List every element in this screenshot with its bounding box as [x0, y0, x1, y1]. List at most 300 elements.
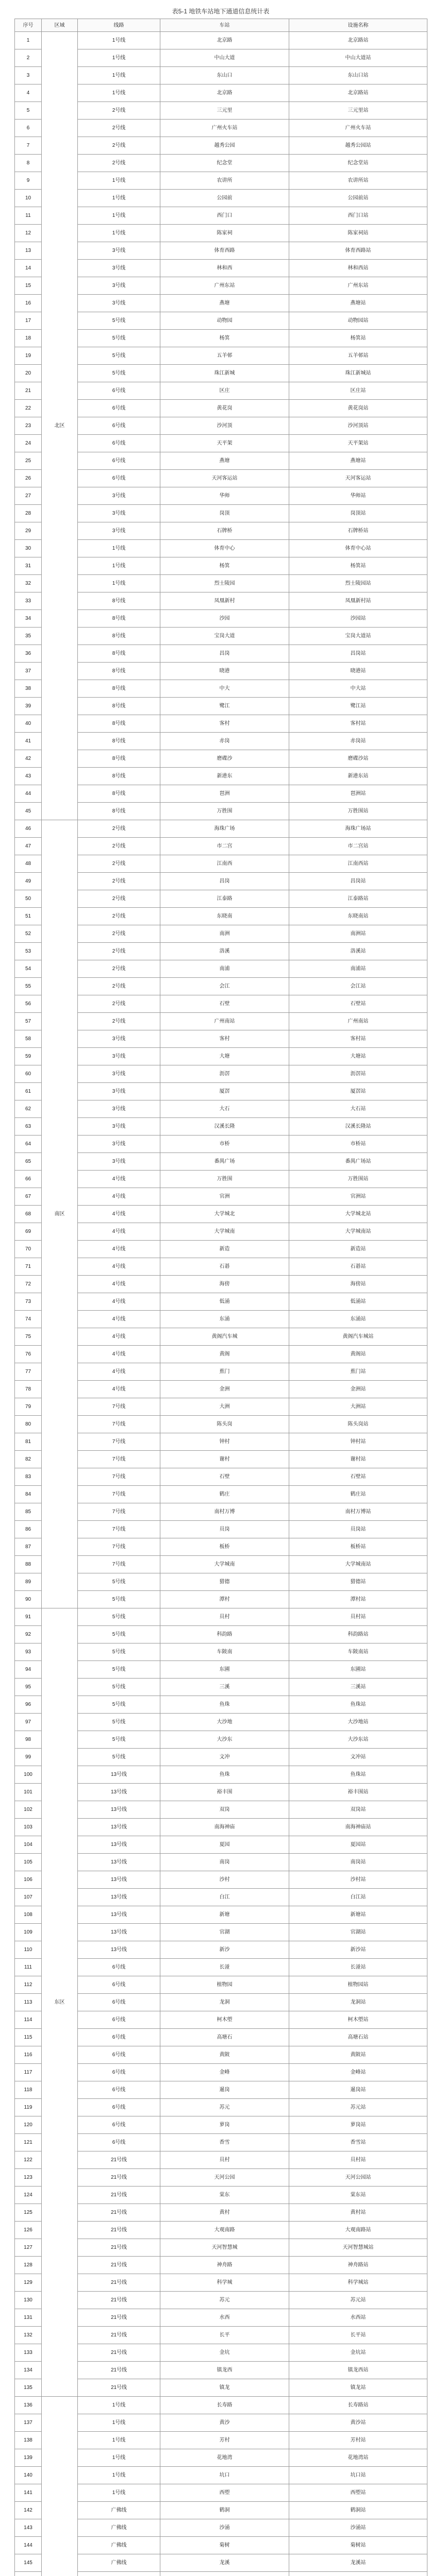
station-cell: 珠江新城	[160, 365, 289, 382]
row-number: 96	[15, 1696, 42, 1714]
row-number: 52	[15, 925, 42, 943]
row-number: 3	[15, 67, 42, 84]
line-cell: 2号线	[78, 120, 160, 137]
line-cell: 7号线	[78, 1556, 160, 1573]
line-cell: 5号线	[78, 1661, 160, 1679]
facility-cell: 龙洞站	[289, 1994, 427, 2011]
station-cell: 宝岗大道	[160, 628, 289, 645]
facility-cell: 金峰站	[289, 2064, 427, 2081]
station-cell: 低涌	[160, 1293, 289, 1311]
facility-cell: 夏园站	[289, 1836, 427, 1854]
line-cell: 1号线	[78, 2484, 160, 2502]
facility-cell: 体育西路站	[289, 242, 427, 260]
line-cell: 2号线	[78, 838, 160, 855]
facility-cell: 黄陂站	[289, 2046, 427, 2064]
row-number: 120	[15, 2116, 42, 2134]
row-number: 48	[15, 855, 42, 873]
station-cell: 龙洞	[160, 1994, 289, 2011]
row-number: 129	[15, 2274, 42, 2292]
line-cell: 3号线	[78, 487, 160, 505]
line-cell: 21号线	[78, 2151, 160, 2169]
facility-cell: 西门口站	[289, 207, 427, 225]
station-cell: 南村万博	[160, 1503, 289, 1521]
table-row	[15, 820, 427, 838]
station-cell: 天河公园	[160, 2169, 289, 2187]
station-cell: 江南西	[160, 855, 289, 873]
facility-cell: 车陂南站	[289, 1643, 427, 1661]
line-cell: 广佛线	[78, 2537, 160, 2554]
line-cell: 6号线	[78, 2081, 160, 2099]
facility-cell: 北京路站	[289, 32, 427, 49]
row-number: 6	[15, 120, 42, 137]
station-cell: 动物园	[160, 312, 289, 330]
line-cell: 1号线	[78, 190, 160, 207]
station-cell: 江泰路	[160, 890, 289, 908]
facility-cell: 鱼珠站	[289, 1766, 427, 1784]
line-cell: 2号线	[78, 102, 160, 120]
line-cell: 5号线	[78, 1679, 160, 1696]
station-cell: 员村	[160, 2151, 289, 2169]
line-cell: 13号线	[78, 1801, 160, 1819]
line-cell: 7号线	[78, 1538, 160, 1556]
station-cell: 黄村	[160, 2204, 289, 2222]
line-cell: 8号线	[78, 803, 160, 820]
facility-cell: 柯木塱站	[289, 2011, 427, 2029]
row-number: 122	[15, 2151, 42, 2169]
line-cell: 6号线	[78, 1959, 160, 1976]
station-cell: 林和西	[160, 260, 289, 277]
station-cell: 海傍	[160, 1276, 289, 1293]
station-cell: 鹤庄	[160, 1486, 289, 1503]
header-cell: 设施名称	[289, 19, 427, 32]
line-cell: 3号线	[78, 1153, 160, 1171]
station-cell: 黄沙	[160, 2414, 289, 2432]
station-cell: 广州南站	[160, 1013, 289, 1030]
row-number: 44	[15, 785, 42, 803]
line-cell: 5号线	[78, 1626, 160, 1643]
facility-cell: 板桥站	[289, 1538, 427, 1556]
row-number: 22	[15, 400, 42, 417]
row-number: 9	[15, 172, 42, 190]
station-cell: 东山口	[160, 67, 289, 84]
station-cell: 鹤洞	[160, 2502, 289, 2519]
station-cell: 黄阁	[160, 1346, 289, 1363]
station-cell: 夏园	[160, 1836, 289, 1854]
station-cell: 燕塘	[160, 452, 289, 470]
row-number: 67	[15, 1188, 42, 1206]
line-cell: 2号线	[78, 908, 160, 925]
facility-cell: 沥滘站	[289, 1065, 427, 1083]
line-cell: 1号线	[78, 207, 160, 225]
line-cell: 5号线	[78, 312, 160, 330]
facility-cell: 东涌站	[289, 1311, 427, 1328]
line-cell: 13号线	[78, 1854, 160, 1871]
station-cell: 官洲	[160, 1188, 289, 1206]
line-cell: 21号线	[78, 2362, 160, 2379]
row-number: 78	[15, 1381, 42, 1398]
facility-cell: 中大站	[289, 680, 427, 698]
data-table	[14, 19, 427, 2576]
station-cell: 蕉门	[160, 1363, 289, 1381]
row-number: 128	[15, 2257, 42, 2274]
row-number: 59	[15, 1048, 42, 1065]
line-cell: 4号线	[78, 1258, 160, 1276]
facility-cell: 黄阁汽车城站	[289, 1328, 427, 1346]
row-number: 134	[15, 2362, 42, 2379]
facility-cell: 南村万博站	[289, 1503, 427, 1521]
line-cell: 21号线	[78, 2274, 160, 2292]
station-cell: 客村	[160, 715, 289, 733]
row-number: 7	[15, 137, 42, 155]
row-number: 118	[15, 2081, 42, 2099]
station-cell: 大学城南	[160, 1556, 289, 1573]
line-cell: 5号线	[78, 1696, 160, 1714]
facility-cell: 天河公园站	[289, 2169, 427, 2187]
line-cell: 7号线	[78, 1468, 160, 1486]
line-cell: 2号线	[78, 855, 160, 873]
station-cell: 板桥	[160, 1538, 289, 1556]
row-number: 62	[15, 1100, 42, 1118]
line-cell: 2号线	[78, 820, 160, 838]
facility-cell: 珠江新城站	[289, 365, 427, 382]
table-row	[15, 32, 427, 49]
line-cell: 8号线	[78, 715, 160, 733]
station-cell: 石壁	[160, 995, 289, 1013]
facility-cell: 市二宫站	[289, 838, 427, 855]
facility-cell: 中山大道站	[289, 49, 427, 67]
line-cell: 2号线	[78, 137, 160, 155]
station-cell: 长湴	[160, 1959, 289, 1976]
row-number: 139	[15, 2449, 42, 2467]
line-cell: 1号线	[78, 557, 160, 575]
row-number: 29	[15, 522, 42, 540]
line-cell: 1号线	[78, 225, 160, 242]
station-cell: 海珠广场	[160, 820, 289, 838]
line-cell: 21号线	[78, 2239, 160, 2257]
row-number: 85	[15, 1503, 42, 1521]
station-cell: 昌岗	[160, 645, 289, 663]
facility-cell: 动物园站	[289, 312, 427, 330]
header-cell: 区域	[42, 19, 78, 32]
station-cell: 三溪	[160, 1679, 289, 1696]
station-cell: 长平	[160, 2327, 289, 2344]
row-number: 81	[15, 1433, 42, 1451]
row-number: 84	[15, 1486, 42, 1503]
station-cell: 沙河顶	[160, 417, 289, 435]
row-number: 66	[15, 1171, 42, 1188]
row-number: 47	[15, 838, 42, 855]
facility-cell: 香雪站	[289, 2134, 427, 2151]
row-number: 87	[15, 1538, 42, 1556]
row-number: 5	[15, 102, 42, 120]
line-cell: 13号线	[78, 1819, 160, 1836]
station-cell: 大石	[160, 1100, 289, 1118]
facility-cell: 石牌桥站	[289, 522, 427, 540]
facility-cell	[289, 2572, 427, 2576]
region-cell: 东区	[42, 1608, 78, 2397]
facility-cell: 石壁站	[289, 1468, 427, 1486]
table-title: 表5-1 地铁车站地下通道信息统计表	[172, 8, 270, 15]
facility-cell: 三溪站	[289, 1679, 427, 1696]
row-number: 24	[15, 435, 42, 452]
line-cell: 5号线	[78, 365, 160, 382]
line-cell: 6号线	[78, 2011, 160, 2029]
line-cell: 4号线	[78, 1311, 160, 1328]
row-number: 14	[15, 260, 42, 277]
row-number: 73	[15, 1293, 42, 1311]
station-cell: 新塘	[160, 1906, 289, 1924]
line-cell: 2号线	[78, 978, 160, 995]
station-cell: 金坑	[160, 2344, 289, 2362]
facility-cell: 暹岗站	[289, 2081, 427, 2099]
facility-cell: 石壁站	[289, 995, 427, 1013]
facility-cell: 农讲所站	[289, 172, 427, 190]
row-number: 92	[15, 1626, 42, 1643]
station-cell: 汉溪长隆	[160, 1118, 289, 1136]
line-cell: 4号线	[78, 1293, 160, 1311]
facility-cell: 杨箕站	[289, 557, 427, 575]
line-cell: 1号线	[78, 49, 160, 67]
line-cell: 6号线	[78, 2064, 160, 2081]
facility-cell: 棠东站	[289, 2187, 427, 2204]
station-cell: 广州东站	[160, 277, 289, 295]
station-cell: 芳村	[160, 2432, 289, 2449]
facility-cell: 沙园站	[289, 610, 427, 628]
line-cell: 3号线	[78, 505, 160, 522]
line-cell: 1号线	[78, 84, 160, 102]
line-cell: 21号线	[78, 2169, 160, 2187]
line-cell: 21号线	[78, 2292, 160, 2309]
line-cell: 13号线	[78, 1941, 160, 1959]
facility-cell: 鹤庄站	[289, 1486, 427, 1503]
row-number: 65	[15, 1153, 42, 1171]
facility-cell: 市桥站	[289, 1136, 427, 1153]
station-cell: 龙溪	[160, 2554, 289, 2572]
facility-cell: 水西站	[289, 2309, 427, 2327]
facility-cell: 赤岗站	[289, 733, 427, 750]
row-number: 23	[15, 417, 42, 435]
station-cell: 厦滘	[160, 1083, 289, 1100]
facility-cell: 东山口站	[289, 67, 427, 84]
facility-cell: 烈士陵园站	[289, 575, 427, 592]
row-number: 21	[15, 382, 42, 400]
row-number: 111	[15, 1959, 42, 1976]
station-cell: 体育西路	[160, 242, 289, 260]
station-cell: 员岗	[160, 1521, 289, 1538]
facility-cell: 长寿路站	[289, 2397, 427, 2414]
station-cell: 陈头岗	[160, 1416, 289, 1433]
row-number: 57	[15, 1013, 42, 1030]
row-number: 58	[15, 1030, 42, 1048]
facility-cell: 天河智慧城站	[289, 2239, 427, 2257]
line-cell: 8号线	[78, 698, 160, 715]
region-cell	[42, 2397, 78, 2576]
row-number: 109	[15, 1924, 42, 1941]
station-cell	[160, 2572, 289, 2576]
line-cell: 13号线	[78, 1784, 160, 1801]
line-cell: 2号线	[78, 960, 160, 978]
facility-cell: 金洲站	[289, 1381, 427, 1398]
station-cell: 杨箕	[160, 557, 289, 575]
station-cell: 大学城北	[160, 1206, 289, 1223]
facility-cell: 大石站	[289, 1100, 427, 1118]
station-cell: 长寿路	[160, 2397, 289, 2414]
line-cell: 5号线	[78, 347, 160, 365]
line-cell: 1号线	[78, 540, 160, 557]
facility-cell: 员村站	[289, 1608, 427, 1626]
facility-cell: 植物园站	[289, 1976, 427, 1994]
row-number: 105	[15, 1854, 42, 1871]
row-number: 37	[15, 663, 42, 680]
facility-cell: 沙涌站	[289, 2519, 427, 2537]
station-cell: 客村	[160, 1030, 289, 1048]
station-cell: 白江	[160, 1889, 289, 1906]
facility-cell: 大学城南站	[289, 1223, 427, 1241]
facility-cell: 长平站	[289, 2327, 427, 2344]
row-number: 75	[15, 1328, 42, 1346]
facility-cell: 萝岗站	[289, 2116, 427, 2134]
row-number: 40	[15, 715, 42, 733]
facility-cell: 广州东站	[289, 277, 427, 295]
row-number: 26	[15, 470, 42, 487]
row-number: 121	[15, 2134, 42, 2151]
station-cell: 西塱	[160, 2484, 289, 2502]
row-number: 36	[15, 645, 42, 663]
station-cell: 东圃	[160, 1661, 289, 1679]
row-number	[15, 2572, 42, 2576]
station-cell: 新造	[160, 1241, 289, 1258]
station-cell: 植物园	[160, 1976, 289, 1994]
facility-cell: 燕塘站	[289, 295, 427, 312]
row-number: 10	[15, 190, 42, 207]
facility-cell: 石碁站	[289, 1258, 427, 1276]
station-cell: 烈士陵园	[160, 575, 289, 592]
line-cell: 13号线	[78, 1766, 160, 1784]
row-number: 31	[15, 557, 42, 575]
facility-cell: 磨碟沙站	[289, 750, 427, 768]
line-cell: 4号线	[78, 1381, 160, 1398]
station-cell: 石牌桥	[160, 522, 289, 540]
station-cell: 区庄	[160, 382, 289, 400]
row-number: 144	[15, 2537, 42, 2554]
row-number: 140	[15, 2467, 42, 2484]
header-cell: 车站	[160, 19, 289, 32]
row-number: 130	[15, 2292, 42, 2309]
station-cell: 燕塘	[160, 295, 289, 312]
line-cell: 7号线	[78, 1451, 160, 1468]
facility-cell: 洛溪站	[289, 943, 427, 960]
line-cell: 2号线	[78, 1013, 160, 1030]
row-number: 70	[15, 1241, 42, 1258]
facility-cell: 凤凰新村站	[289, 592, 427, 610]
station-cell: 潭村	[160, 1591, 289, 1608]
station-cell: 双岗	[160, 1801, 289, 1819]
station-cell: 新沙	[160, 1941, 289, 1959]
row-number: 125	[15, 2204, 42, 2222]
row-number: 117	[15, 2064, 42, 2081]
station-cell: 鹭江	[160, 698, 289, 715]
row-number: 33	[15, 592, 42, 610]
station-cell: 高塘石	[160, 2029, 289, 2046]
facility-cell: 科学城站	[289, 2274, 427, 2292]
row-number: 46	[15, 820, 42, 838]
station-cell: 金洲	[160, 1381, 289, 1398]
facility-cell: 昌岗站	[289, 645, 427, 663]
row-number: 64	[15, 1136, 42, 1153]
line-cell: 4号线	[78, 1328, 160, 1346]
facility-cell: 神舟路站	[289, 2257, 427, 2274]
facility-cell: 越秀公园站	[289, 137, 427, 155]
station-cell: 南海神庙	[160, 1819, 289, 1836]
station-cell: 坑口	[160, 2467, 289, 2484]
row-number: 110	[15, 1941, 42, 1959]
station-cell: 裕丰围	[160, 1784, 289, 1801]
station-cell: 天河客运站	[160, 470, 289, 487]
row-number: 56	[15, 995, 42, 1013]
row-number: 94	[15, 1661, 42, 1679]
station-cell: 棠东	[160, 2187, 289, 2204]
station-cell: 中山大道	[160, 49, 289, 67]
row-number: 38	[15, 680, 42, 698]
line-cell: 6号线	[78, 1976, 160, 1994]
row-number: 123	[15, 2169, 42, 2187]
row-number: 112	[15, 1976, 42, 1994]
row-number: 114	[15, 2011, 42, 2029]
station-cell: 香雪	[160, 2134, 289, 2151]
line-cell: 5号线	[78, 1731, 160, 1749]
station-cell: 北京路	[160, 84, 289, 102]
row-number: 119	[15, 2099, 42, 2116]
line-cell: 21号线	[78, 2222, 160, 2239]
station-cell: 沥滘	[160, 1065, 289, 1083]
station-cell: 大沙地	[160, 1714, 289, 1731]
facility-cell: 芳村站	[289, 2432, 427, 2449]
station-cell: 大洲	[160, 1398, 289, 1416]
facility-cell: 白江站	[289, 1889, 427, 1906]
row-number: 34	[15, 610, 42, 628]
row-number: 74	[15, 1311, 42, 1328]
facility-cell: 员村站	[289, 2151, 427, 2169]
facility-cell: 客村站	[289, 1030, 427, 1048]
line-cell: 8号线	[78, 785, 160, 803]
row-number: 60	[15, 1065, 42, 1083]
line-cell: 3号线	[78, 260, 160, 277]
station-cell: 钟村	[160, 1433, 289, 1451]
row-number: 63	[15, 1118, 42, 1136]
facility-cell: 高塘石站	[289, 2029, 427, 2046]
station-cell: 南浦	[160, 960, 289, 978]
facility-cell: 北京路站	[289, 84, 427, 102]
row-number: 91	[15, 1608, 42, 1626]
line-cell: 8号线	[78, 680, 160, 698]
row-number: 68	[15, 1206, 42, 1223]
facility-cell: 黄花岗站	[289, 400, 427, 417]
station-cell: 苏元	[160, 2292, 289, 2309]
row-number: 79	[15, 1398, 42, 1416]
row-number: 71	[15, 1258, 42, 1276]
facility-cell: 海珠广场站	[289, 820, 427, 838]
table-body	[15, 32, 427, 2576]
line-cell: 21号线	[78, 2327, 160, 2344]
facility-cell: 坑口站	[289, 2467, 427, 2484]
station-cell: 会江	[160, 978, 289, 995]
line-cell: 1号线	[78, 2432, 160, 2449]
row-number: 113	[15, 1994, 42, 2011]
row-number: 2	[15, 49, 42, 67]
row-number: 99	[15, 1749, 42, 1766]
document	[14, 4, 427, 2576]
row-number: 145	[15, 2554, 42, 2572]
